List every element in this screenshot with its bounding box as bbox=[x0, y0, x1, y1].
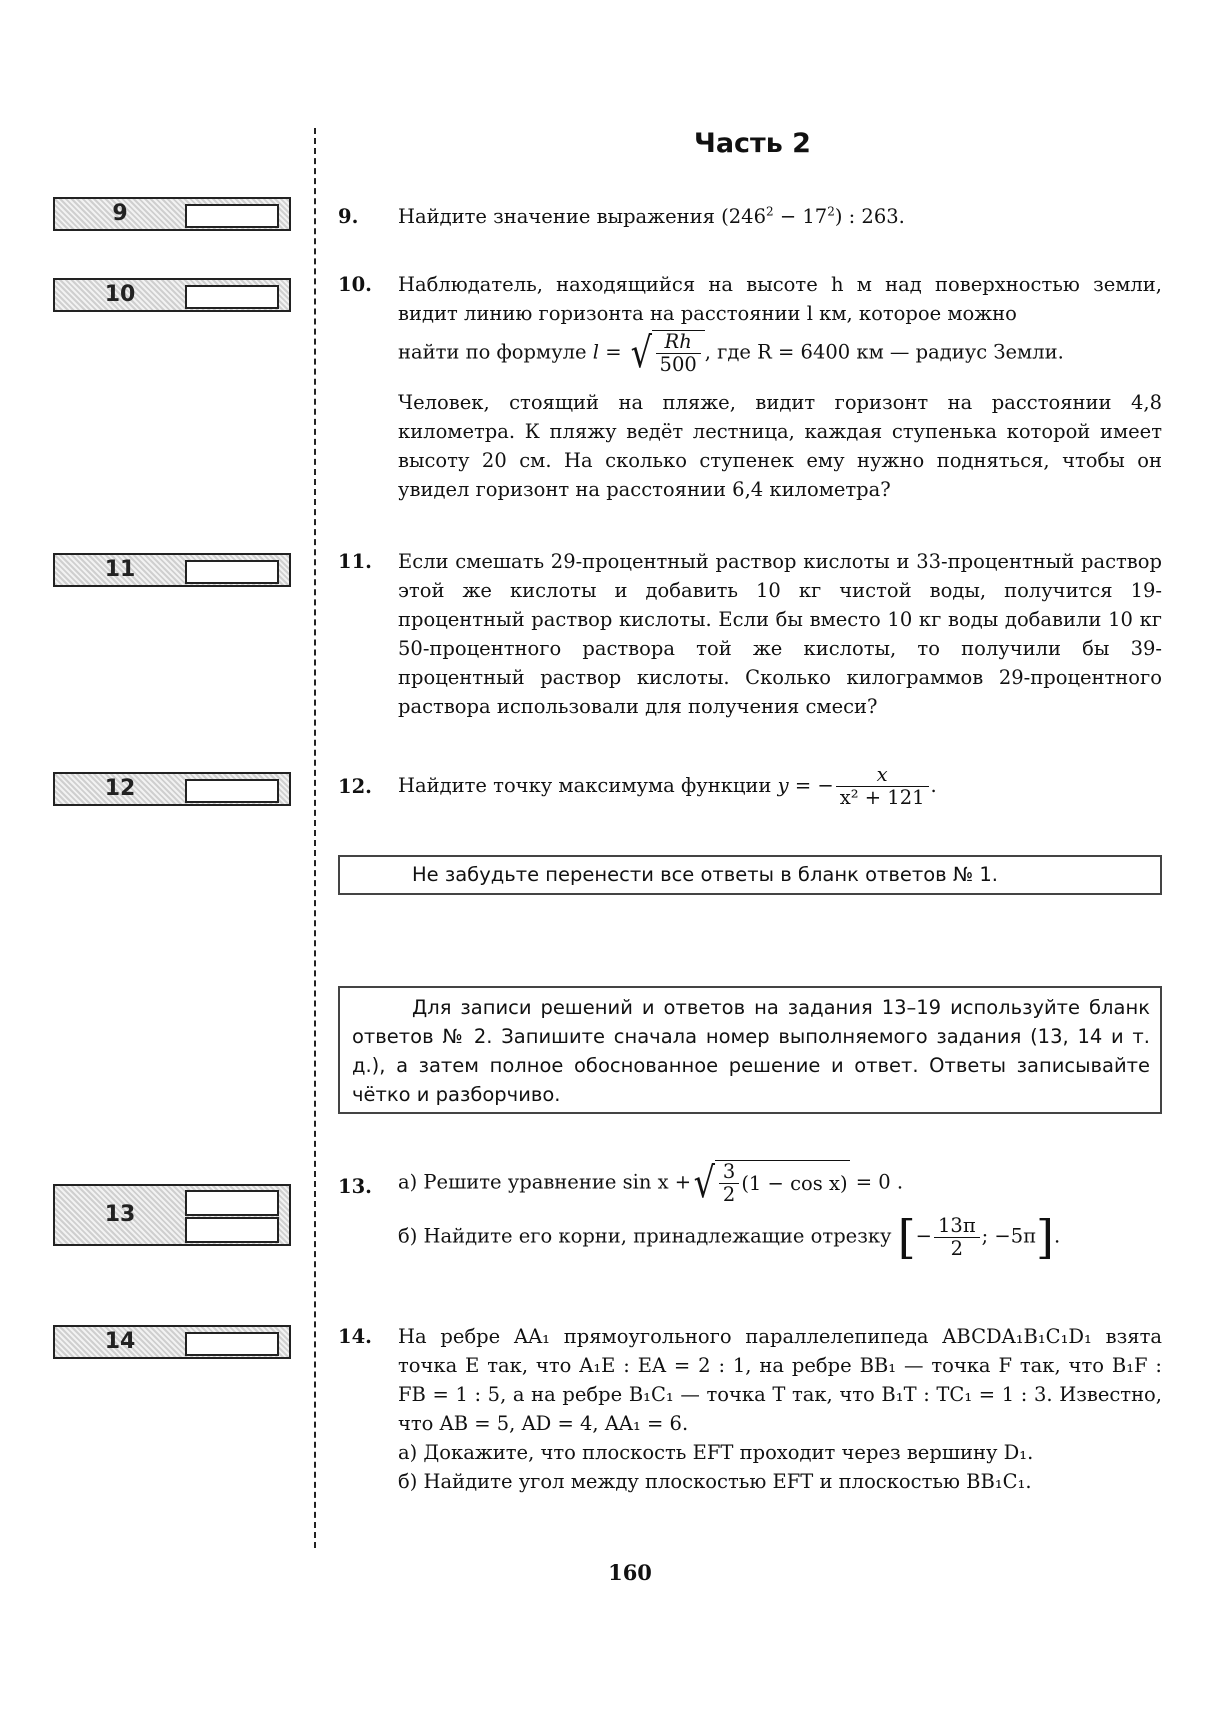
answer-box-14 bbox=[53, 1325, 291, 1359]
answer-field[interactable] bbox=[185, 204, 279, 228]
answer-box-11 bbox=[53, 553, 291, 587]
answer-box-12 bbox=[53, 772, 291, 806]
answer-field-b[interactable] bbox=[185, 1217, 279, 1243]
answer-box-label: 14 bbox=[104, 1329, 136, 1354]
task-text: Человек, стоящий на пляже, видит горизонт на расстоянии 4,8 километра. К пляжу ведёт лестница, каждая ступенька которой имеет высоту 20 см. На сколько ступенек ему нужно подняться, чтобы он увидел горизонт на расстоянии 6,4 километра? bbox=[398, 391, 1162, 501]
task-text: Если смешать 29-процентный раствор кислоты и 33-процентный раствор этой же кислоты и добавить 10 кг чистой воды, получится 19-процентный раствор кислоты. Если бы вместо 10 кг воды добавили 10 кг 50-процентного раствора той же кислоты, то получили бы 39-процентный раствор кислоты. Сколько килограммов 29-процентного раствора использовали для получения смеси? bbox=[398, 550, 1162, 718]
sqrt-expression: √ $\frac{3}{2}$ (1 − cos x) bbox=[693, 1158, 848, 1207]
task-13 bbox=[338, 1158, 1162, 1264]
answer-field[interactable] bbox=[185, 779, 279, 803]
answer-field[interactable] bbox=[185, 285, 279, 309]
task-12 bbox=[338, 764, 1162, 809]
task-number: 9. bbox=[338, 205, 359, 228]
task-number: 13. bbox=[338, 1175, 372, 1198]
page-title: Часть 2 bbox=[694, 128, 811, 159]
task-13-part-a: а) Решите уравнение sin x + √ $\frac{3}{2}$ (1 − cos x) = 0 . bbox=[398, 1158, 904, 1207]
answer-field[interactable] bbox=[185, 1332, 279, 1356]
task-14-part-b: б) Найдите угол между плоскостью EFT и плоскостью BB₁C₁. bbox=[398, 1470, 1032, 1493]
task-number: 14. bbox=[338, 1325, 372, 1348]
formula-line: найти по формуле l = √ $\frac{Rh}{500}$ , где R = 6400 км — радиус Земли. bbox=[398, 328, 1064, 377]
task-text: Найдите точку максимума функции y = − $\frac{x}{\text{x² + 121}}$ . bbox=[398, 763, 937, 809]
task-11 bbox=[338, 547, 1162, 721]
sqrt-formula: √ $\frac{Rh}{500}$ bbox=[628, 330, 705, 376]
task-text: На ребре AA₁ прямоугольного параллелепипеда ABCDA₁B₁C₁D₁ взята точка E так, что A₁E : EA = 2 : 1, на ребре BB₁ — точка F так, что B₁F : FB = 1 : 5, а на ребре B₁C₁ — точка T так, что B₁T : TC₁ = 1 : 3. Известно, что AB = 5, AD = 4, AA₁ = 6. bbox=[398, 1325, 1162, 1435]
task-text: Найдите значение выражения $(246^2 - 17^2)$ : 263. bbox=[398, 204, 905, 228]
answer-box-13 bbox=[53, 1184, 291, 1246]
task-number: 10. bbox=[338, 273, 372, 296]
notice-box: Не забудьте перенести все ответы в бланк ответов № 1. bbox=[338, 855, 1162, 895]
answer-box-label: 12 bbox=[104, 776, 136, 801]
page-number: 160 bbox=[608, 1560, 652, 1585]
dashed-cut-line bbox=[314, 128, 316, 1548]
answer-box-9 bbox=[53, 197, 291, 231]
answer-box-label: 9 bbox=[112, 201, 128, 226]
answer-box-label: 13 bbox=[104, 1202, 136, 1227]
answer-box-label: 10 bbox=[104, 282, 136, 307]
task-9 bbox=[338, 202, 1162, 231]
task-14-part-a: а) Докажите, что плоскость EFT проходит через вершину D₁. bbox=[398, 1441, 1034, 1464]
answer-box-label: 11 bbox=[104, 557, 136, 582]
task-10 bbox=[338, 270, 1162, 504]
answer-field-a[interactable] bbox=[185, 1190, 279, 1216]
task-13-part-b: б) Найдите его корни, принадлежащие отрезку [− $\frac{13\pi}{2}$ ; −5π]. bbox=[398, 1210, 1061, 1264]
task-14 bbox=[338, 1322, 1162, 1496]
task-number: 11. bbox=[338, 550, 372, 573]
instruction-box: Для записи решений и ответов на задания 13–19 используйте бланк ответов № 2. Запишите сначала номер выполняемого задания (13, 14 и т. д.), а затем полное обоснованное решение и ответ. Ответы записывайте чётко и разборчиво. bbox=[338, 986, 1162, 1114]
answer-field[interactable] bbox=[185, 560, 279, 584]
answer-box-10 bbox=[53, 278, 291, 312]
task-text: Наблюдатель, находящийся на высоте h м над поверхностью земли, видит линию горизонта на расстоянии l км, которое можно bbox=[398, 273, 1162, 325]
task-number: 12. bbox=[338, 775, 372, 798]
